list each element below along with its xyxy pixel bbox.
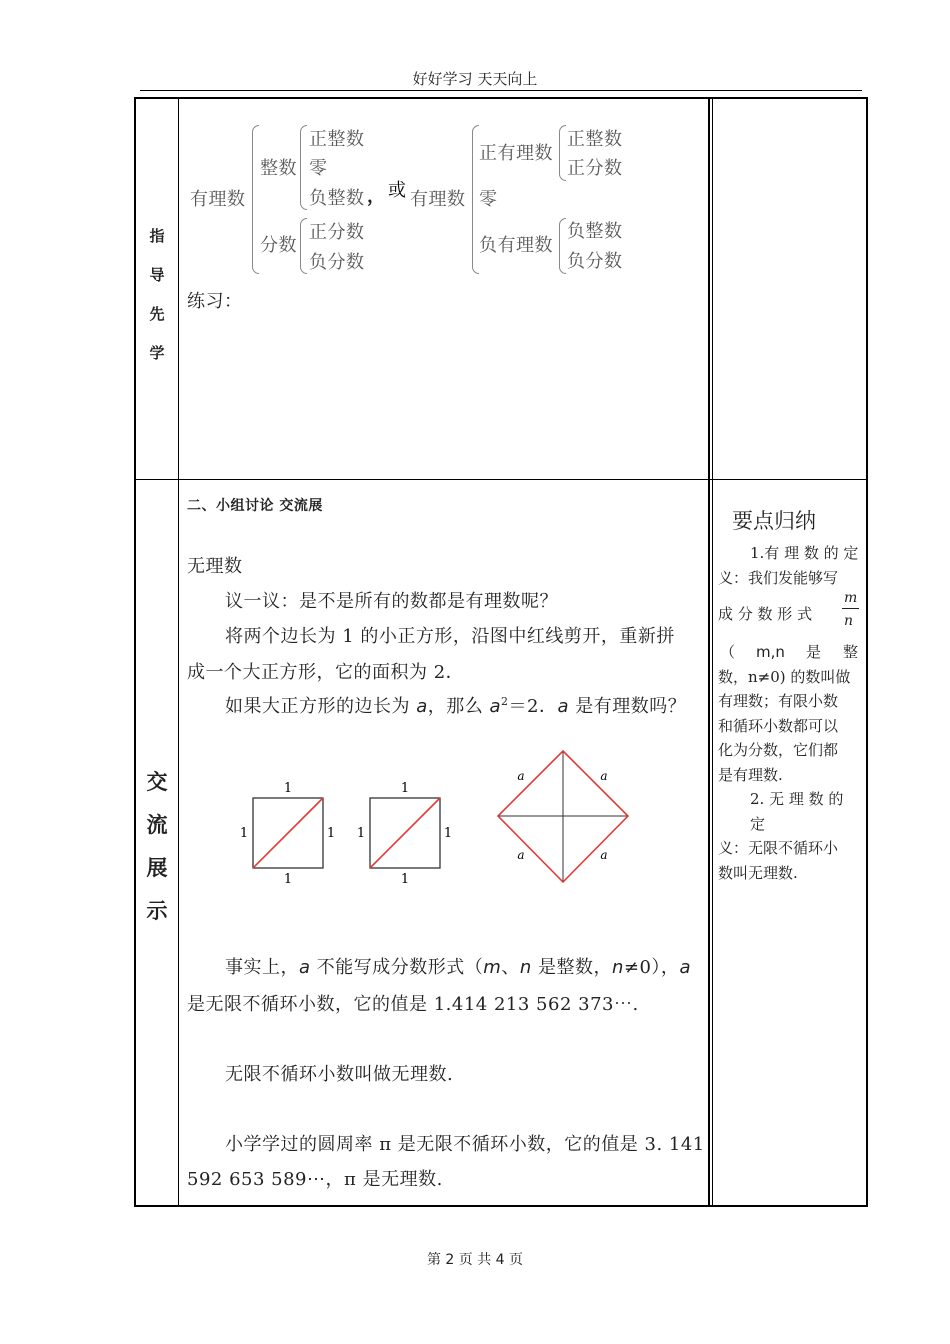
col-divider-2 bbox=[708, 99, 710, 1205]
pos-rational-label: 正有理数 bbox=[479, 143, 553, 164]
topic-irrational: 无理数 bbox=[187, 556, 243, 577]
label-top-2: 1 bbox=[400, 781, 410, 796]
label-top-1: 1 bbox=[283, 781, 293, 796]
rational-root-b: 有理数 bbox=[410, 189, 466, 210]
diamond-label-bl: a bbox=[517, 848, 525, 862]
key-points-body: 1.有 理 数 的 定 义：我们发能够写 成 分 数 形 式 m n （ m,n 是 整 数，n≠0) 的数叫做 有理数；有限小数 和循环小数都可以 化为分数，它们都 是有理数. 2. 无 理 数 的 定 义：无限不循环小 数叫无理数. bbox=[718, 544, 859, 882]
label-left-2: 1 bbox=[356, 826, 366, 841]
para-squares-2: 成一个大正方形，它的面积为 2． bbox=[187, 662, 465, 683]
label-right-1: 1 bbox=[326, 826, 336, 841]
fraction-line: 成 分 数 形 式 m n bbox=[718, 590, 858, 629]
comma: ， bbox=[367, 186, 386, 207]
section-title: 二、小组讨论 交流展 bbox=[187, 498, 323, 514]
neg-int-a: 负整数 bbox=[309, 188, 365, 209]
cut-line-1 bbox=[253, 798, 323, 868]
para-squares-1: 将两个边长为 1 的小正方形，沿图中红线剪开，重新拼 bbox=[225, 626, 675, 647]
para-fact-2: 是无限不循环小数，它的值是 1.414 213 562 373⋯. bbox=[187, 994, 639, 1015]
neg-frac-a: 负分数 bbox=[309, 252, 365, 273]
small-square-2 bbox=[357, 781, 452, 887]
brace-a-frac bbox=[300, 218, 307, 274]
fraction-denominator: n bbox=[844, 613, 854, 629]
small-square-1 bbox=[240, 781, 335, 887]
label-bottom-2: 1 bbox=[400, 872, 410, 887]
neg-int-b: 负整数 bbox=[567, 221, 623, 242]
cut-line-2 bbox=[370, 798, 440, 868]
para-fact-1: 事实上，a 不能写成分数形式（m、n 是整数，n≠0），a bbox=[225, 957, 691, 978]
rational-root-a: 有理数 bbox=[190, 189, 246, 210]
row-divider bbox=[136, 479, 866, 480]
diamond-label-tl: a bbox=[517, 769, 525, 783]
key-points-title: 要点归纳 bbox=[732, 509, 816, 533]
zero-b: 零 bbox=[479, 189, 498, 210]
para-pi-1: 小学学过的圆周率 π 是无限不循环小数，它的值是 3. 141 bbox=[225, 1134, 705, 1155]
neg-frac-b: 负分数 bbox=[567, 251, 623, 272]
label-left-1: 1 bbox=[239, 826, 249, 841]
pos-frac-b: 正分数 bbox=[567, 158, 623, 179]
diamond-label-tr: a bbox=[600, 769, 608, 783]
brace-b-neg bbox=[559, 218, 566, 274]
large-square-diamond bbox=[498, 751, 628, 882]
brace-b-pos bbox=[559, 125, 566, 181]
row-label-guide: 指 导 先 学 bbox=[149, 227, 165, 362]
squares-figure bbox=[230, 745, 650, 890]
exercise-label: 练习： bbox=[187, 291, 243, 312]
integer-label: 整数 bbox=[260, 158, 297, 179]
pos-int-b: 正整数 bbox=[567, 129, 623, 150]
pos-int-a: 正整数 bbox=[309, 129, 365, 150]
page-footer: 第 2 页 共 4 页 bbox=[426, 1252, 524, 1268]
col-divider-3 bbox=[712, 99, 713, 1205]
brace-b-main bbox=[472, 125, 479, 274]
page-header: 好好学习 天天向上 bbox=[412, 70, 538, 88]
diamond-label-br: a bbox=[600, 848, 608, 862]
label-right-2: 1 bbox=[443, 826, 453, 841]
row-label-exchange: 交 流 展 示 bbox=[146, 770, 168, 923]
para-pi-2: 592 653 589⋯，π 是无理数. bbox=[187, 1169, 443, 1190]
fraction-label: 分数 bbox=[260, 235, 297, 256]
pos-frac-a: 正分数 bbox=[309, 222, 365, 243]
neg-rational-label: 负有理数 bbox=[479, 235, 553, 256]
brace-a-main bbox=[252, 125, 259, 274]
zero-a: 零 bbox=[309, 158, 328, 179]
fraction-numerator: m bbox=[842, 588, 859, 609]
header-rule bbox=[140, 90, 862, 91]
or-word: 或 bbox=[388, 180, 407, 201]
brace-a-int bbox=[300, 125, 307, 210]
para-side-a: 如果大正方形的边长为 a，那么 $a^2=2$．a 是有理数吗？ bbox=[225, 695, 687, 717]
para-definition: 无限不循环小数叫做无理数. bbox=[225, 1064, 454, 1085]
label-bottom-1: 1 bbox=[283, 872, 293, 887]
discussion-question: 议一议：是不是所有的数都是有理数呢？ bbox=[225, 591, 558, 612]
col-divider-1 bbox=[178, 99, 179, 1205]
